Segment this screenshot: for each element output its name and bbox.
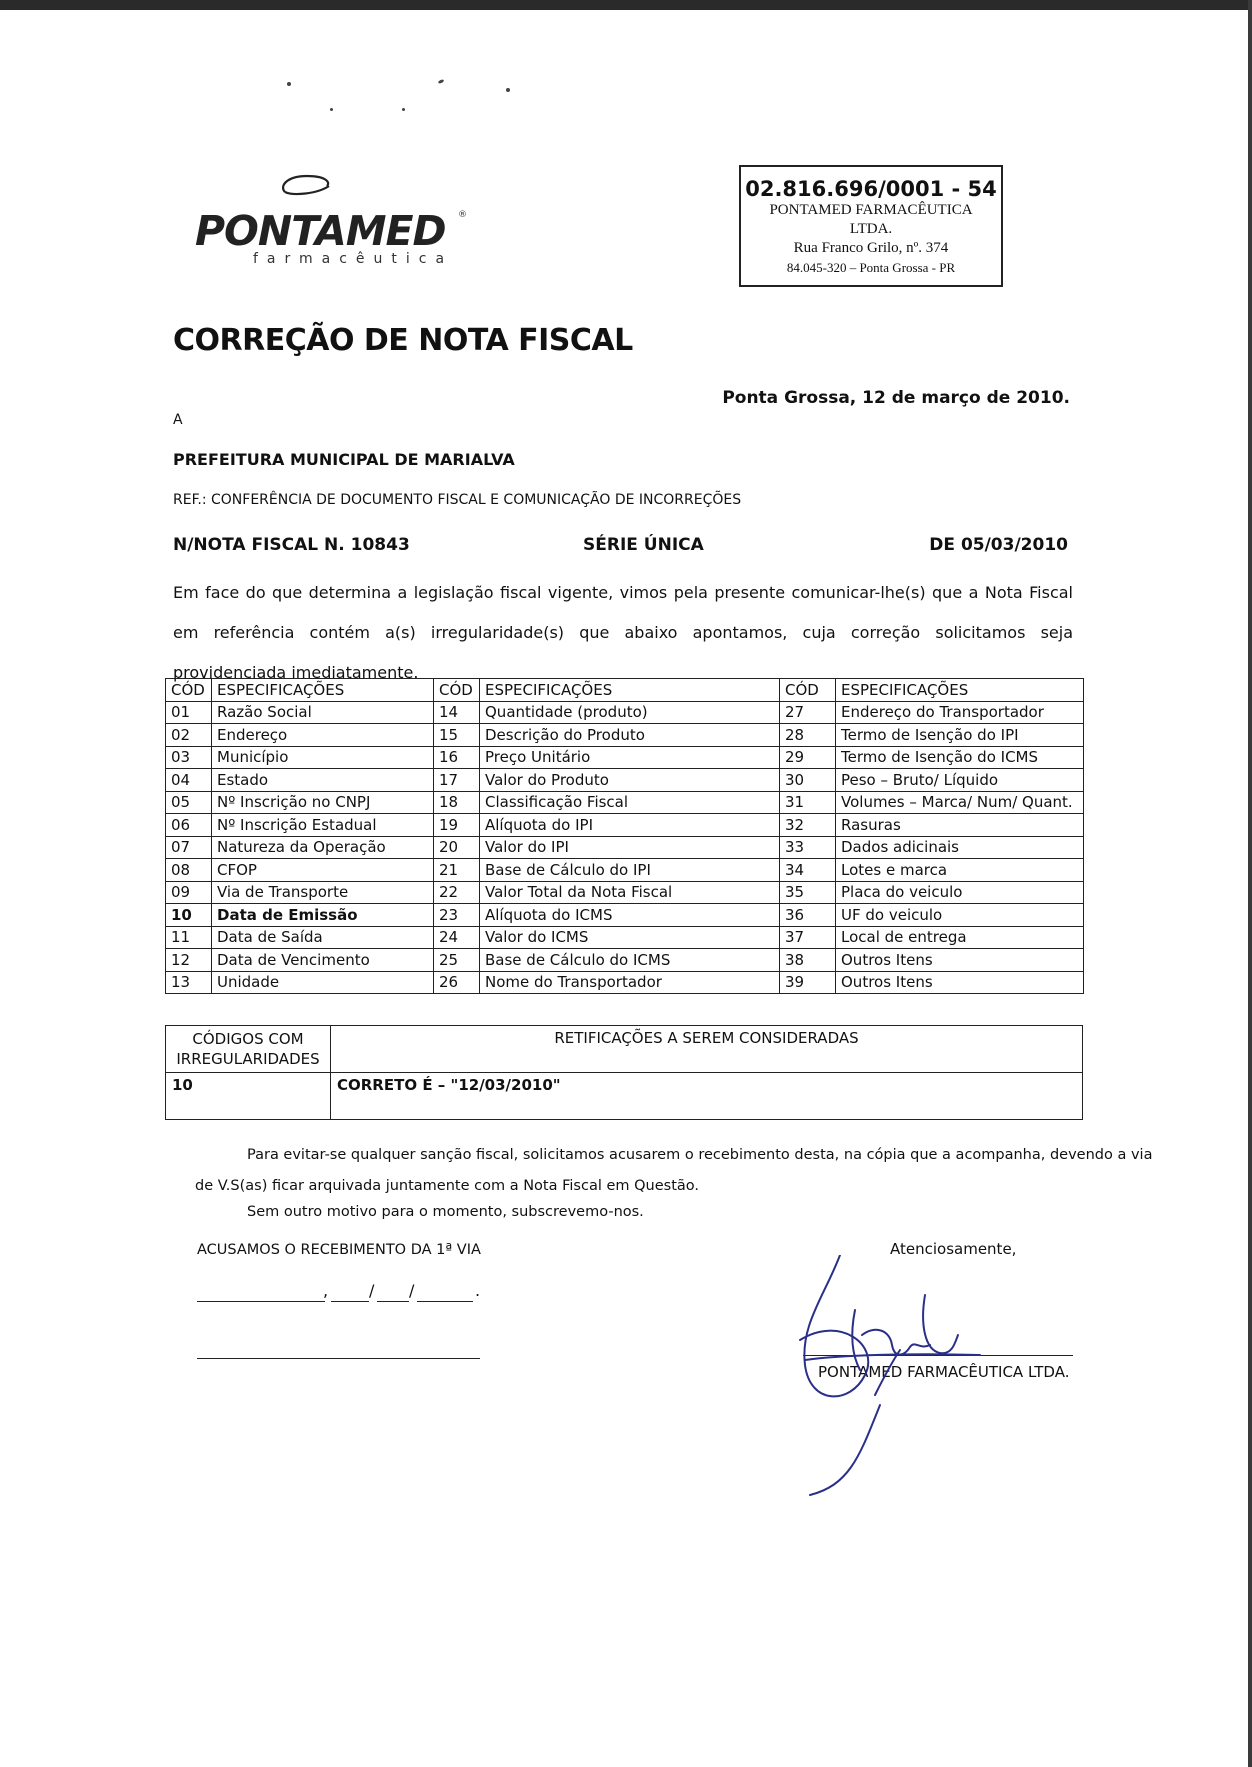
specification-cell: Preço Unitário: [480, 746, 780, 769]
codes-table-header: [166, 679, 1084, 702]
code-cell: 06: [166, 814, 212, 837]
code-cell: 25: [434, 949, 480, 972]
specification-cell: Termo de Isenção do IPI: [836, 724, 1084, 747]
table-row: [166, 791, 1084, 814]
specification-cell: Município: [212, 746, 434, 769]
scan-speck: [330, 108, 333, 111]
specification-cell: Placa do veiculo: [836, 881, 1084, 904]
specification-cell: Descrição do Produto: [480, 724, 780, 747]
specification-cell: Peso – Bruto/ Líquido: [836, 769, 1084, 792]
table-row: [166, 724, 1084, 747]
specification-cell: Quantidade (produto): [480, 701, 780, 724]
code-cell: 21: [434, 859, 480, 882]
corrections-row: [166, 1073, 1083, 1120]
corrections-header-codes: CÓDIGOS COM IRREGULARIDADES: [166, 1026, 331, 1073]
document-title: CORREÇÃO DE NOTA FISCAL: [173, 323, 633, 358]
code-cell: 12: [166, 949, 212, 972]
specification-cell: Termo de Isenção do ICMS: [836, 746, 1084, 769]
column-header: ESPECIFICAÇÕES: [836, 679, 1084, 702]
table-row: [166, 769, 1084, 792]
code-cell: 14: [434, 701, 480, 724]
specification-cell: Local de entrega: [836, 926, 1084, 949]
company-cnpj: 02.816.696/0001 - 54: [745, 177, 997, 201]
correction-text: CORRETO É – "12/03/2010": [331, 1073, 1083, 1120]
specification-cell: Razão Social: [212, 701, 434, 724]
table-row: [166, 904, 1084, 927]
specification-cell: Base de Cálculo do IPI: [480, 859, 780, 882]
corrections-table: [165, 1025, 1083, 1120]
closing-paragraph: [195, 1140, 1170, 1202]
specification-cell: Outros Itens: [836, 949, 1084, 972]
irregularity-codes-table: [165, 678, 1084, 994]
specification-cell: Base de Cálculo do ICMS: [480, 949, 780, 972]
code-cell: 31: [780, 791, 836, 814]
code-cell: 20: [434, 836, 480, 859]
code-cell: 02: [166, 724, 212, 747]
acknowledgement-label: ACUSAMOS O RECEBIMENTO DA 1ª VIA: [197, 1242, 481, 1258]
code-cell: 37: [780, 926, 836, 949]
code-cell: 33: [780, 836, 836, 859]
specification-cell: Alíquota do ICMS: [480, 904, 780, 927]
regards-label: Atenciosamente,: [890, 1240, 1017, 1258]
specification-cell: Via de Transporte: [212, 881, 434, 904]
invoice-date: DE 05/03/2010: [929, 535, 1068, 555]
table-row: [166, 859, 1084, 882]
specification-cell: Volumes – Marca/ Num/ Quant.: [836, 791, 1084, 814]
receipt-signature-line: [197, 1358, 480, 1359]
specification-cell: Classificação Fiscal: [480, 791, 780, 814]
date-slash: /: [369, 1281, 375, 1300]
code-cell: 32: [780, 814, 836, 837]
addressee-label: A: [173, 412, 183, 428]
code-cell: 10: [166, 904, 212, 927]
logo-tagline: farmacêutica: [253, 251, 454, 267]
code-cell: 23: [434, 904, 480, 927]
specification-cell: Data de Saída: [212, 926, 434, 949]
reference-line: REF.: CONFERÊNCIA DE DOCUMENTO FISCAL E COMUNICAÇÃO DE INCORREÇÕES: [173, 492, 742, 508]
table-row: [166, 746, 1084, 769]
specification-cell: Lotes e marca: [836, 859, 1084, 882]
code-cell: 36: [780, 904, 836, 927]
specification-cell: Valor do Produto: [480, 769, 780, 792]
logo-swoosh-icon: [277, 172, 337, 200]
invoice-info-row: [173, 535, 1068, 559]
code-cell: 24: [434, 926, 480, 949]
invoice-series: SÉRIE ÚNICA: [583, 535, 704, 555]
table-row: [166, 926, 1084, 949]
specification-cell: Alíquota do IPI: [480, 814, 780, 837]
specification-cell: Nº Inscrição Estadual: [212, 814, 434, 837]
code-cell: 27: [780, 701, 836, 724]
column-header: CÓD: [434, 679, 480, 702]
column-header: CÓD: [166, 679, 212, 702]
code-cell: 18: [434, 791, 480, 814]
specification-cell: CFOP: [212, 859, 434, 882]
code-cell: 39: [780, 971, 836, 994]
invoice-number: N/NOTA FISCAL N. 10843: [173, 535, 410, 555]
code-cell: 34: [780, 859, 836, 882]
code-cell: 16: [434, 746, 480, 769]
specification-cell: Endereço: [212, 724, 434, 747]
code-cell: 29: [780, 746, 836, 769]
logo-registered-mark: ®: [458, 210, 467, 220]
column-header: CÓD: [780, 679, 836, 702]
table-row: [166, 836, 1084, 859]
table-row: [166, 949, 1084, 972]
pontamed-logo: [195, 172, 470, 272]
specification-cell: Data de Vencimento: [212, 949, 434, 972]
table-row: [166, 701, 1084, 724]
code-cell: 35: [780, 881, 836, 904]
scan-speck: [506, 88, 510, 92]
code-cell: 11: [166, 926, 212, 949]
code-cell: 30: [780, 769, 836, 792]
specification-cell: UF do veiculo: [836, 904, 1084, 927]
company-info-box: [739, 165, 1003, 287]
code-cell: 03: [166, 746, 212, 769]
code-cell: 09: [166, 881, 212, 904]
recipient-name: PREFEITURA MUNICIPAL DE MARIALVA: [173, 450, 515, 469]
specification-cell: Valor Total da Nota Fiscal: [480, 881, 780, 904]
company-cep-city: 84.045-320 – Ponta Grossa - PR: [786, 260, 956, 275]
logo-wordmark: PONTAMED: [195, 207, 446, 255]
scan-right-edge: [1248, 0, 1252, 1767]
date-comma: ,: [323, 1281, 329, 1300]
code-cell: 17: [434, 769, 480, 792]
code-cell: 08: [166, 859, 212, 882]
correction-code: 10: [166, 1073, 331, 1120]
specification-cell: Endereço do Transportador: [836, 701, 1084, 724]
receipt-date-blank: [197, 1281, 487, 1305]
specification-cell: Outros Itens: [836, 971, 1084, 994]
code-cell: 28: [780, 724, 836, 747]
specification-cell: Rasuras: [836, 814, 1084, 837]
specification-cell: Data de Emissão: [212, 904, 434, 927]
table-row: [166, 814, 1084, 837]
handwritten-signature: [780, 1255, 1040, 1505]
code-cell: 05: [166, 791, 212, 814]
document-date: Ponta Grossa, 12 de março de 2010.: [722, 388, 1070, 408]
table-row: [166, 971, 1084, 994]
code-cell: 07: [166, 836, 212, 859]
code-cell: 04: [166, 769, 212, 792]
company-address: Rua Franco Grilo, nº. 374: [793, 240, 949, 256]
code-cell: 26: [434, 971, 480, 994]
corrections-header-rectifications: RETIFICAÇÕES A SEREM CONSIDERADAS: [331, 1026, 1083, 1073]
company-signature-name: PONTAMED FARMACÊUTICA LTDA.: [818, 1363, 1070, 1381]
code-cell: 15: [434, 724, 480, 747]
code-cell: 19: [434, 814, 480, 837]
date-slash: /: [409, 1281, 415, 1300]
specification-cell: Nº Inscrição no CNPJ: [212, 791, 434, 814]
code-cell: 01: [166, 701, 212, 724]
specification-cell: Estado: [212, 769, 434, 792]
specification-cell: Nome do Transportador: [480, 971, 780, 994]
company-name-line2: LTDA.: [849, 221, 893, 237]
code-cell: 38: [780, 949, 836, 972]
specification-cell: Dados adicinais: [836, 836, 1084, 859]
scan-top-edge: [0, 0, 1252, 10]
specification-cell: Valor do IPI: [480, 836, 780, 859]
scan-speck: [402, 108, 405, 111]
code-cell: 22: [434, 881, 480, 904]
table-row: [166, 881, 1084, 904]
date-period: .: [475, 1281, 481, 1300]
closing-paragraph-text: Para evitar-se qualquer sanção fiscal, solicitamos acusarem o recebimento desta, na cópia que a acompanha, devendo a via de V.S(as) ficar arquivada juntamente com a Nota Fiscal em Questão.: [195, 1147, 1153, 1194]
column-header: ESPECIFICAÇÕES: [212, 679, 434, 702]
code-cell: 13: [166, 971, 212, 994]
column-header: ESPECIFICAÇÕES: [480, 679, 780, 702]
specification-cell: Natureza da Operação: [212, 836, 434, 859]
specification-cell: Unidade: [212, 971, 434, 994]
intro-paragraph: Em face do que determina a legislação fiscal vigente, vimos pela presente comunicar-lhe(s) que a Nota Fiscal em referência contém a(s) irregularidade(s) que abaixo apontamos, cuja correção solicitamos seja providenciada imediatamente.: [173, 583, 1073, 682]
specification-cell: Valor do ICMS: [480, 926, 780, 949]
company-name-line1: PONTAMED FARMACÊUTICA: [769, 202, 973, 218]
closing-sentence: Sem outro motivo para o momento, subscrevemo-nos.: [247, 1204, 644, 1220]
scan-speck: [438, 79, 445, 84]
scan-speck: [287, 82, 291, 86]
